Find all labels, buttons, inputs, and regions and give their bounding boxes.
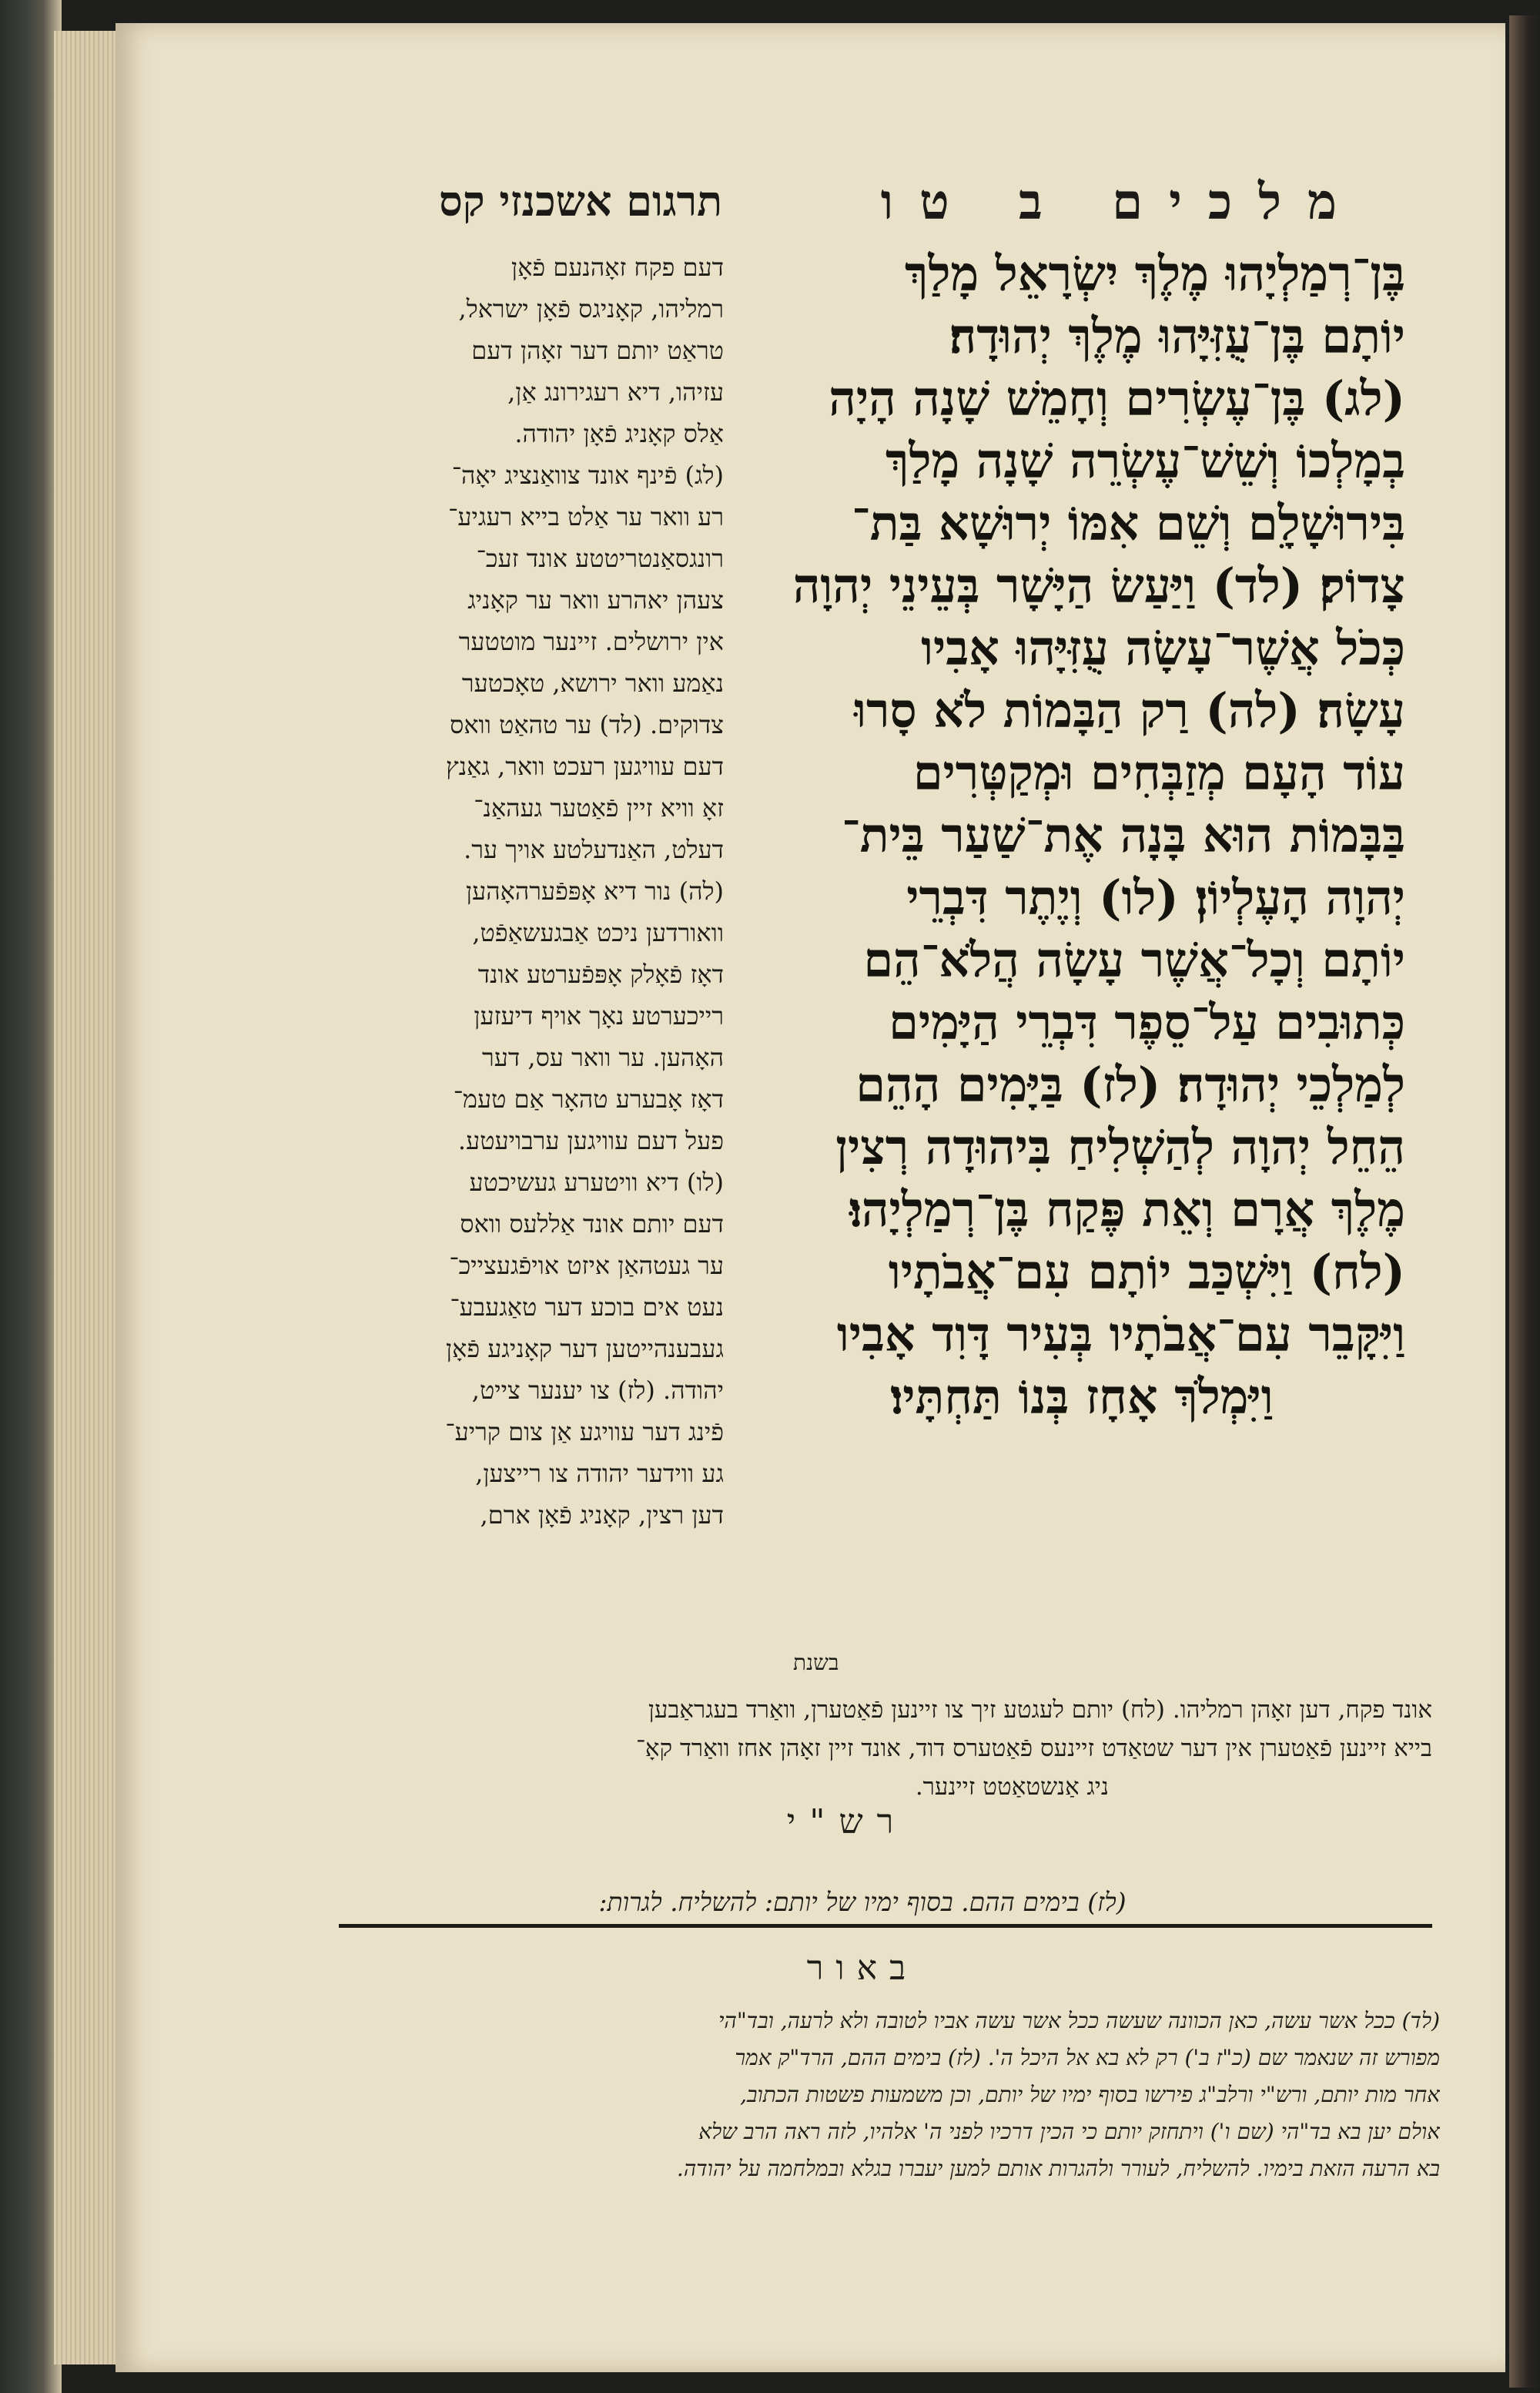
main-text-line: (לג) בֶּן־עֶשְׂרִים וְחָמֵשׁ שָׁנָה הָיָה (829, 370, 1405, 427)
running-head (308, 173, 1463, 246)
translation-line: האָהען. ער וואר עס, דער (482, 1043, 724, 1072)
biur-line: אולם יען בא בד"הי (שם ו') ויתחזק יותם כי הכין דרכיו לפני ה' אלהיו, לזה ראה הרב שלא (698, 2119, 1440, 2144)
translation-line: צדוקים. (לד) ער טהאַט וואס (450, 710, 724, 739)
main-text-line: כְּכֹל אֲשֶׁר־עָשָׂה עֻזִּיָּהוּ אָבִיו (921, 620, 1405, 676)
translation-line: אין ירושלים. זיינער מוטטער (458, 627, 724, 656)
page-title-right: מלכים ב טו (880, 173, 1363, 231)
translation-continuation (323, 1691, 1432, 1806)
book-cover-edge (0, 0, 62, 2393)
main-text-line: בְמָלְכוֹ וְשֵׁשׁ־עֶשְׂרֵה שָׁנָה מָלַךְ (886, 433, 1405, 489)
translation-line: דעם פקח זאָהנעם פֿאָן (511, 253, 724, 282)
main-text-line: בֶּן־רְמַלְיָהוּ מֶלֶךְ יִשְׂרָאֵל מָלַךְ (904, 246, 1405, 302)
page-stack-edge (54, 31, 123, 2365)
translation-line: רע וואר ער אַלט בייא רעגיע־ (448, 502, 724, 531)
main-text-line: וַיִּמְלֹךְ אָחָז בְּנוֹ תַּחְתָּיו׃ (890, 1369, 1274, 1425)
main-text-line: עָשָׂה׃ (לה) רַק הַבָּמוֹת לֹא סָרוּ (854, 682, 1405, 739)
translation-line: אַלס קאָניג פֿאָן יהודה. (514, 419, 724, 448)
section-divider (339, 1924, 1432, 1928)
facing-page-edge (1509, 15, 1540, 2388)
rashi-commentary: (לז) בימים ההם. בסוף ימיו של יותם: להשליח. לגרות: (598, 1887, 1127, 1917)
translation-column (323, 246, 724, 1710)
main-text-line: לְמַלְכֵי יְהוּדָה׃ (לז) בַּיָּמִים הָהֵם (855, 1057, 1405, 1113)
translation-line: רייכערטע נאָך אויף דיעזען (474, 1001, 724, 1031)
translation-line: דעם עוויגען רעכט וואר, גאַנץ (446, 752, 724, 781)
biur-heading: באור (806, 1949, 919, 1988)
biur-commentary (339, 2003, 1440, 2187)
translation-line: (לו) דיא וויטערע געשיכטע (469, 1168, 724, 1197)
translation-line: נעט אים בוכע דער טאַגעבע־ (450, 1292, 724, 1322)
translation-line: דעלט, האַנדעלטע אויך ער. (464, 835, 724, 864)
continuation-line: בייא זיינען פֿאַטערן אין דער שטאַדט זיינעס פֿאַטערס דוד, אונד זיין זאָהן אחז וואַרד קאָ־ (636, 1734, 1432, 1762)
translation-line: פֿינג דער עוויגע אַן צום קריע־ (445, 1417, 724, 1446)
translation-line: געבענהייטען דער קאָניגע פֿאָן (445, 1334, 724, 1363)
biur-line: (לד) ככל אשר עשה, כאן הכוונה שעשה ככל אשר עשה אביו לטובה ולא לרעה, ובד"הי (718, 2008, 1440, 2033)
translation-line: נאַמע וואר ירושא, טאָכטער (461, 669, 724, 698)
translation-line: צעהן יאהרע וואר ער קאָניג (467, 585, 724, 615)
main-text-line: מֶלֶךְ אֲרָם וְאֵת פֶּקַח בֶּן־רְמַלְיָהוּ׃ (849, 1181, 1405, 1238)
page-title-left: תרגום אשכנזי קס (439, 176, 723, 226)
main-text-line: יְהוָה הָעֶלְיוֹן׃ (לו) וְיֶתֶר דִּבְרֵי (906, 870, 1405, 926)
translation-line: טראַט יותם דער זאָהן דעם (471, 336, 724, 365)
translation-line: (לה) נור דיא אָפּפֿערהאָהען (466, 876, 724, 906)
main-text-line: בַּבָּמוֹת הוּא בָּנָה אֶת־שַׁעַר בֵּית־ (841, 807, 1405, 863)
main-text-line: וַיִּקָּבֵר עִם־אֲבֹתָיו בְּעִיר דָּוִד אָבִיו (836, 1306, 1405, 1362)
main-text-line: הֵחֵל יְהוָה לְהַשְׁלִיחַ בִּיהוּדָה רְצִין (835, 1119, 1405, 1175)
book-page (116, 23, 1505, 2372)
main-text-line: צָדוֹק׃ (לד) וַיַּעַשׂ הַיָּשָׁר בְּעֵינֵי יְהוָה (792, 558, 1405, 614)
main-text-line: יוֹתָם בֶּן־עֻזִּיָּהוּ מֶלֶךְ יְהוּדָה׃ (949, 308, 1405, 364)
main-text-line: יוֹתָם וְכָל־אֲשֶׁר עָשָׂה הֲלֹא־הֵם (863, 932, 1405, 988)
continuation-line: אונד פקח, דען זאָהן רמליהו. (לח) יותם לעגטע זיך צו זיינען פֿאַטערן, וואַרד בעגראַבען (648, 1696, 1432, 1724)
catchword: בשנת (793, 1650, 839, 1675)
main-text-column (758, 243, 1405, 1614)
translation-line: דעם יותם אונד אַללעס וואס (460, 1209, 724, 1238)
main-text-line: עוֹד הָעָם מְזַבְּחִים וּמְקַטְּרִים (912, 745, 1405, 801)
main-text-line: בִּירוּשָׁלָ͏ִם וְשֵׁם אִמּוֹ יְרוּשָׁא בַּת־ (852, 495, 1405, 551)
main-text-line: (לח) וַיִּשְׁכַּב יוֹתָם עִם־אֲבֹתָיו (888, 1244, 1405, 1300)
translation-line: רמליהו, קאָניגס פֿאָן ישראל, (458, 294, 724, 323)
continuation-line: ניג אַנשטאַטט זיינער. (915, 1773, 1109, 1801)
biur-line: אחר מות יותם, ורש"י ורלב"ג פירשו בסוף ימיו של יותם, וכן משמעות פשטות הכתוב, (740, 2082, 1440, 2107)
translation-line: רונגסאַנטריטטע אונד זעכ־ (476, 544, 724, 573)
translation-line: גע ווידער יהודה צו רייצען, (475, 1459, 724, 1488)
main-text-line: כְּתוּבִים עַל־סֵפֶר דִּבְרֵי הַיָּמִים (889, 994, 1405, 1051)
translation-line: וואורדען ניכט אַבגעשאַפֿט, (472, 918, 724, 947)
translation-line: ער געטהאַן איזט אויפֿגעצייכ־ (449, 1251, 724, 1280)
translation-line: דאָז פֿאָלק אָפּפֿערטע אונד (477, 960, 724, 989)
translation-line: (לג) פֿינף אונד צוואַנציג יאָה־ (451, 461, 724, 490)
rashi-heading: רש"י (786, 1802, 908, 1842)
translation-line: דאָז אָבערע טהאָר אַם טעמ־ (453, 1084, 724, 1114)
translation-line: יהודה. (לז) צו יענער צייט, (471, 1376, 724, 1405)
translation-line: דען רצין, קאָניג פֿאָן ארם, (480, 1500, 724, 1530)
biur-line: מפורש זה שנאמר שם (כ"ז ב') רק לא בא אל היכל ה'. (לז) בימים ההם, הרד"ק אמר (735, 2045, 1440, 2070)
translation-line: עזיהו, דיא רעגירונג אַן, (507, 377, 724, 407)
biur-line: בא הרעה הזאת בימיו. להשליח, לעורר ולהגרות אותם למען יעברו בגלא ובמלחמה על יהודה. (676, 2156, 1440, 2181)
translation-line: זאָ וויא זיין פֿאַטער געהאַנ־ (474, 793, 724, 823)
translation-line: פעל דעם עוויגען ערבויעטע. (457, 1126, 724, 1155)
